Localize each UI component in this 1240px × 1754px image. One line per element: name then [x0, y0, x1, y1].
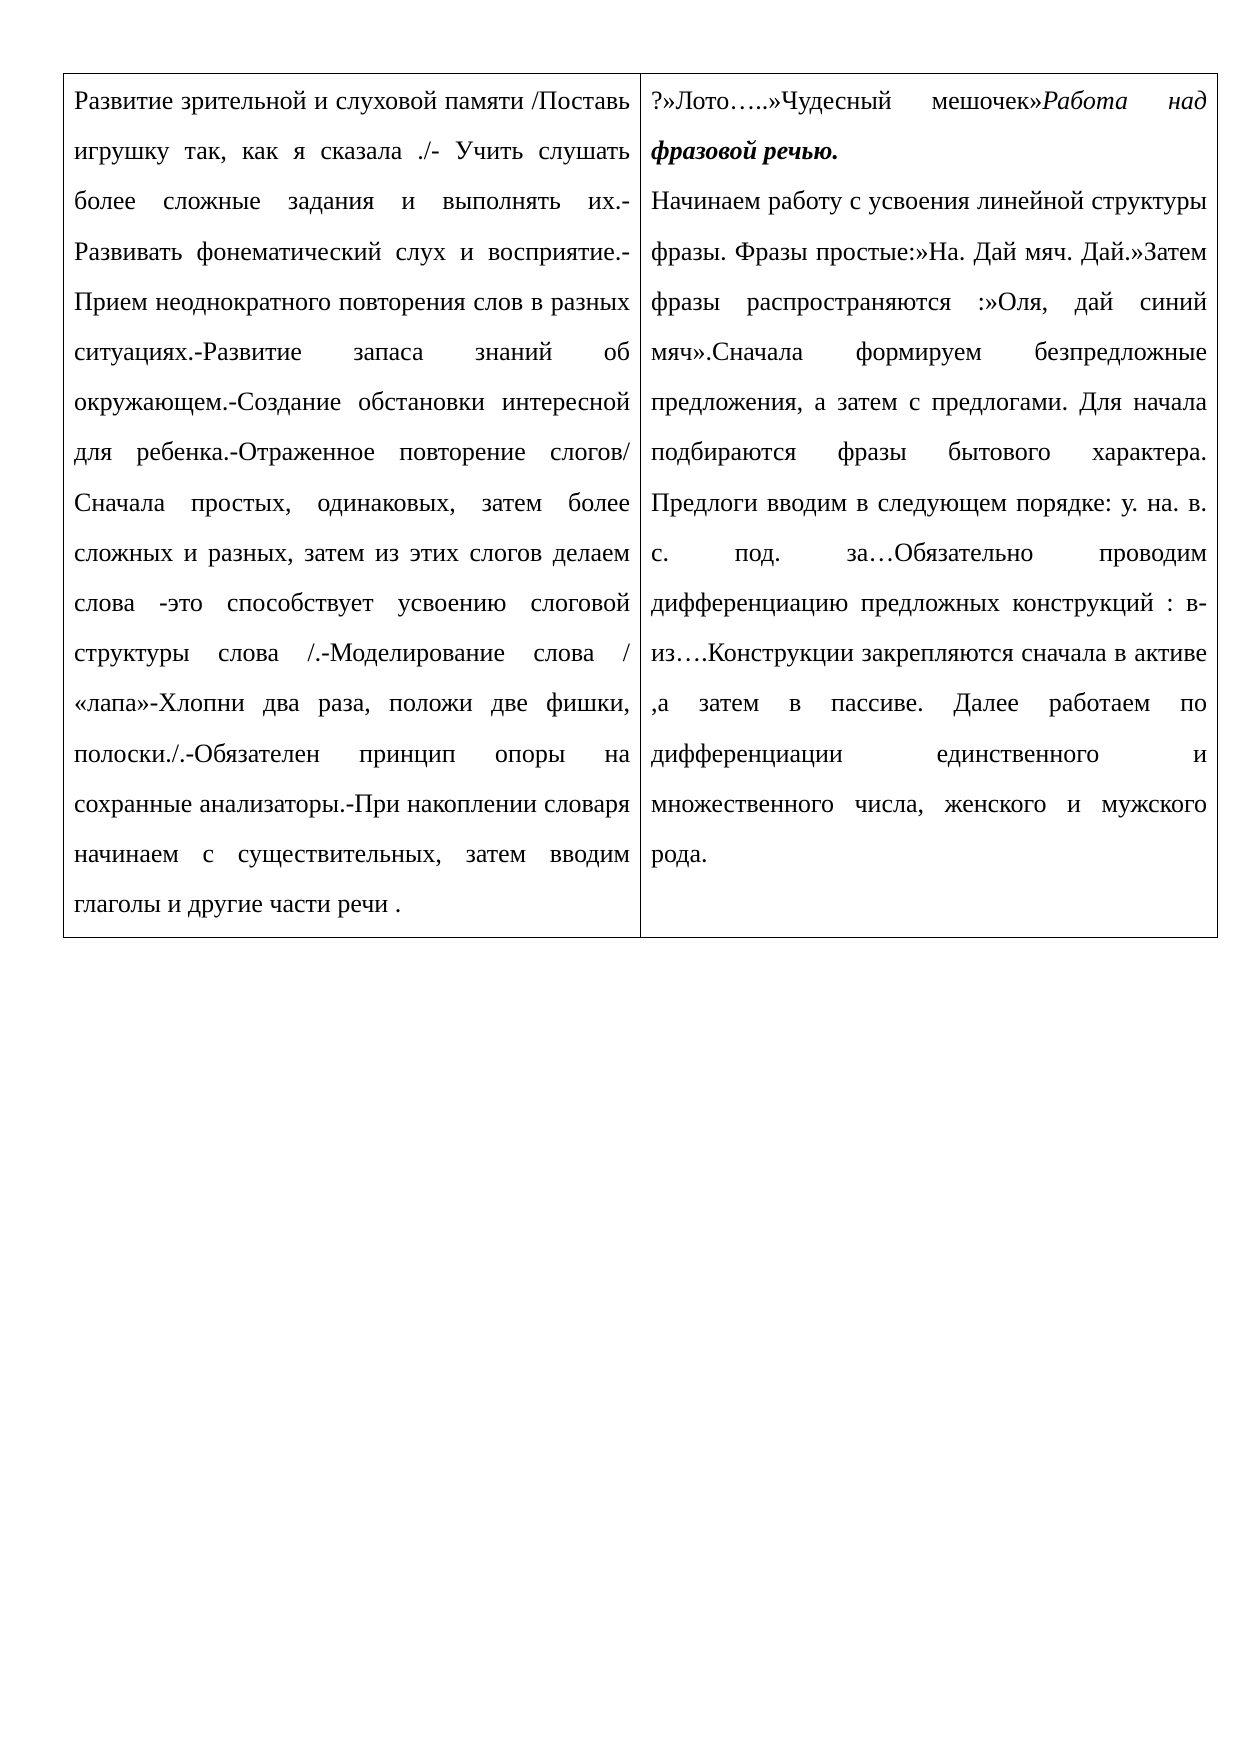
section-heading-italic: Работа над: [1042, 86, 1207, 115]
right-cell-intro-text: ?»Лото…..»Чудесный мешочек»: [651, 86, 1043, 115]
section-heading-bold: фразовой речью.: [651, 136, 839, 166]
right-cell-heading-paragraph: [651, 76, 1207, 176]
content-table: [63, 73, 1218, 938]
right-cell: [641, 74, 1218, 938]
table-row: [64, 74, 1218, 938]
left-cell: [64, 74, 641, 938]
right-cell-body-text: Начинаем работу с усвоения линейной структуры фразы. Фразы простые:»На. Дай мяч. Дай.»Затем фразы распространяются :»Оля, дай синий мяч».Сначала формируем безпредложные предложения, а затем с предлогами. Для начала подбираются фразы бытового характера. Предлоги вводим в следующем порядке: у. на. в. с. под. за…Обязательно проводим дифференциацию предложных конструкций : в- из….Конструкции закрепляются сначала в активе ,а затем в пассиве. Далее работаем по дифференциации единственного и множественного числа, женского и мужского рода.: [651, 186, 1207, 869]
left-cell-text: Развитие зрительной и слуховой памяти /Поставь игрушку так, как я сказала ./- Учить слушать более сложные задания и выполнять их.-Развивать фонематический слух и восприятие.-Прием неоднократного повторения слов в разных ситуациях.-Развитие запаса знаний об окружающем.-Создание обстановки интересной для ребенка.-Отраженное повторение слогов/Сначала простых, одинаковых, затем более сложных и разных, затем из этих слогов делаем слова -это способствует усвоению слоговой структуры слова /.-Моделирование слова / «лапа»-Хлопни два раза, положи две фишки, полоски./.-Обязателен принцип опоры на сохранные анализаторы.-При накоплении словаря начинаем с существительных, затем вводим глаголы и другие части речи .: [74, 86, 630, 919]
